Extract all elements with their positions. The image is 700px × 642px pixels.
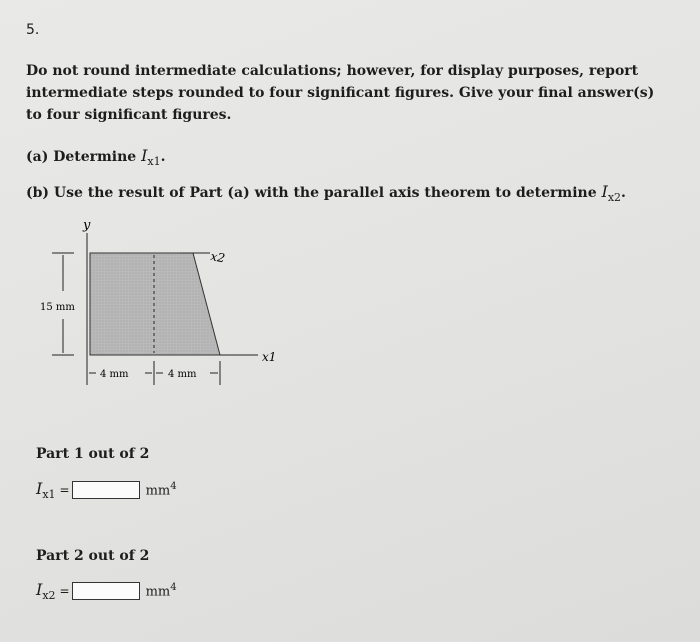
part-b-prompt (26, 182, 626, 204)
part-2-equals: = (59, 584, 70, 599)
part-1-variable: $I_{x1}$ (36, 479, 56, 502)
trapezoid-shape (90, 253, 220, 355)
part-2-answer-input[interactable] (72, 582, 140, 600)
part-1-equals: = (59, 483, 70, 498)
trapezoid-figure (30, 215, 310, 395)
part-b-prefix: (b) Use the result of Part (a) with the parallel axis theorem to determine (26, 185, 597, 201)
x1-axis-label: x1 (262, 350, 277, 364)
part-b-variable: $I_{x2}$ (601, 182, 622, 205)
y-axis-label: y (83, 218, 91, 233)
x2-axis-label: x2 (209, 249, 227, 266)
part-a-prompt (26, 146, 166, 168)
part-b-suffix: . (621, 185, 626, 201)
instructions-text: Do not round intermediate calculations; however, for display purposes, report intermediate steps rounded to four significant figures. Give your final answer(s) to four significant figures. (26, 63, 655, 123)
question-number: 5. (26, 22, 40, 38)
part-a-variable: $I_{x1}$ (141, 146, 161, 169)
part-1-answer-input[interactable] (72, 481, 140, 499)
width-dim-label-2: 4 mm (168, 369, 197, 380)
part-2-answer-row (36, 580, 177, 602)
part-2-label: Part 2 out of 2 (36, 548, 150, 564)
part-a-suffix: . (160, 149, 166, 165)
part-2-variable: $I_{x2}$ (36, 580, 56, 603)
part-a-prefix: (a) Determine (26, 149, 137, 165)
width-dim-label-1: 4 mm (100, 369, 129, 380)
height-dim-label: 15 mm (40, 302, 75, 313)
part-1-label: Part 1 out of 2 (36, 446, 150, 462)
part-1-unit: $mm^4$ (145, 481, 177, 499)
part-1-answer-row (36, 479, 177, 501)
part-2-unit: $mm^4$ (145, 582, 177, 600)
